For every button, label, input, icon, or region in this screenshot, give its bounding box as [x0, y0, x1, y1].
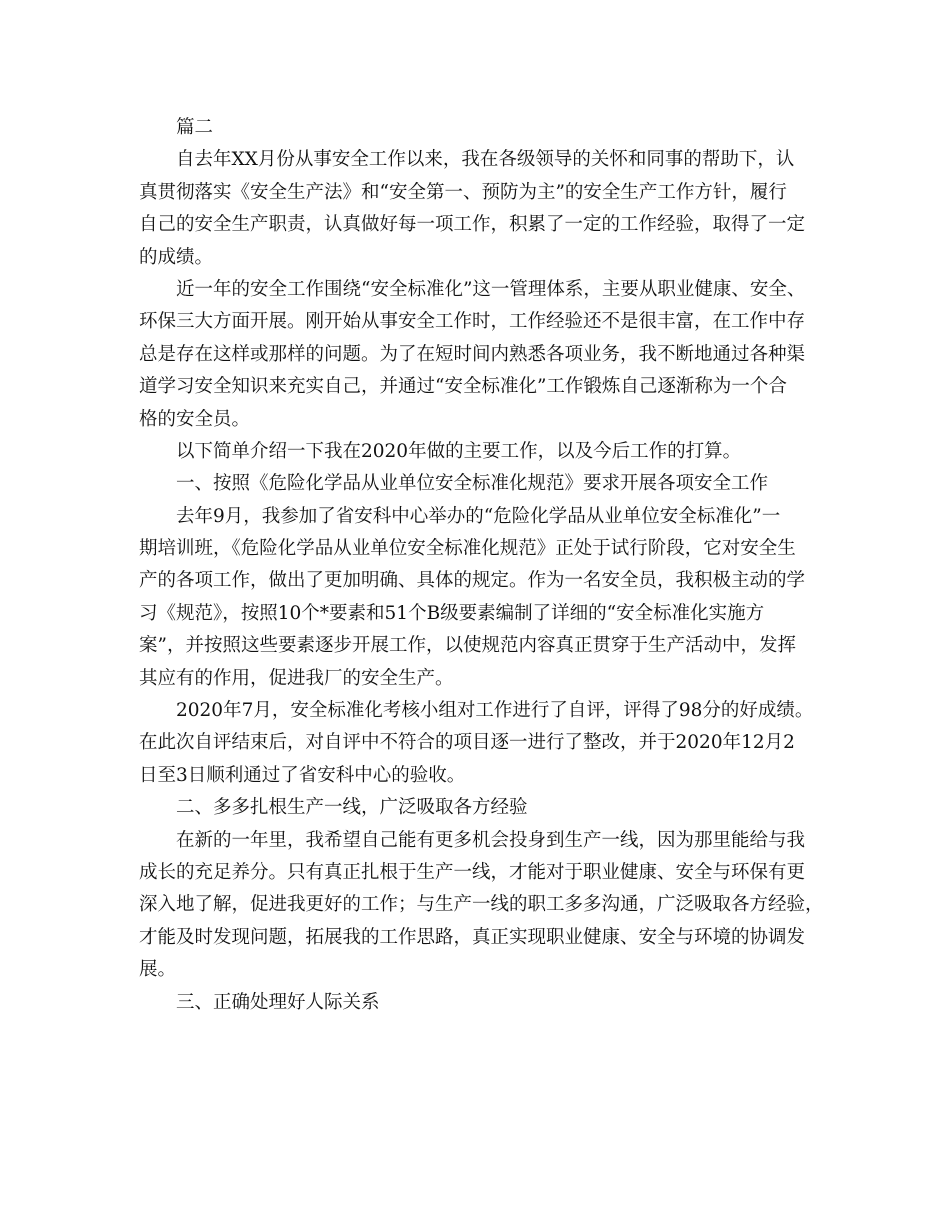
document-body [139, 112, 824, 1019]
section-heading: 一、按照《危险化学品从业单位安全标准化规范》要求开展各项安全工作 [176, 473, 769, 495]
paragraph-line: 真贯彻落实《安全生产法》和“安全第一、预防为主”的安全生产工作方针，履行 [139, 181, 787, 203]
paragraph-line: 自去年XX月份从事安全工作以来，我在各级领导的关怀和同事的帮助下，认 [176, 149, 795, 171]
paragraph-line: 在此次自评结束后，对自评中不符合的项目逐一进行了整改，并于2020年12月2 [139, 732, 795, 754]
paragraph-line: 自己的安全生产职责，认真做好每一项工作，积累了一定的工作经验，取得了一定 [139, 214, 806, 236]
paragraph-line: 环保三大方面开展。刚开始从事安全工作时，工作经验还不是很丰富，在工作中存 [139, 311, 806, 333]
paragraph-line: 去年9月，我参加了省安科中心举办的“危险化学品从业单位安全标准化”一 [176, 505, 781, 527]
paragraph-line: 道学习安全知识来充实自己，并通过“安全标准化”工作锻炼自己逐渐称为一个合 [139, 376, 787, 398]
paragraph-line: 近一年的安全工作围绕“安全标准化”这一管理体系，主要从职业健康、安全、 [176, 278, 806, 300]
paragraph-line: 以下简单介绍一下我在2020年做的主要工作，以及今后工作的打算。 [176, 440, 742, 462]
paragraph-line: 才能及时发现问题，拓展我的工作思路，真正实现职业健康、安全与环境的协调发 [139, 926, 806, 948]
paragraph-line: 产的各项工作，做出了更加明确、具体的规定。作为一名安全员，我积极主动的学 [139, 570, 806, 592]
paragraph-line: 2020年7月，安全标准化考核小组对工作进行了自评，评得了98分的好成绩。 [176, 700, 814, 722]
paragraph-line: 成长的充足养分。只有真正扎根于生产一线，才能对于职业健康、安全与环保有更 [139, 861, 806, 883]
section-heading: 篇二 [176, 117, 214, 138]
paragraph-line: 日至3日顺利通过了省安科中心的验收。 [139, 764, 466, 786]
paragraph-line: 格的安全员。 [139, 408, 251, 430]
paragraph-line: 深入地了解，促进我更好的工作；与生产一线的职工多多沟通，广泛吸取各方经验， [139, 894, 824, 916]
paragraph-line: 案”，并按照这些要素逐步开展工作，以使规范内容真正贯穿于生产活动中，发挥 [139, 635, 796, 657]
section-heading: 二、多多扎根生产一线，广泛吸取各方经验 [176, 797, 528, 819]
paragraph-line: 展。 [139, 959, 177, 981]
paragraph-line: 其应有的作用，促进我厂的安全生产。 [139, 667, 454, 689]
paragraph-line: 总是存在这样或那样的问题。为了在短时间内熟悉各项业务，我不断地通过各种渠 [139, 343, 806, 365]
paragraph-line: 的成绩。 [139, 246, 214, 268]
paragraph-line: 在新的一年里，我希望自己能有更多机会投身到生产一线，因为那里能给与我 [176, 829, 806, 851]
section-heading: 三、正确处理好人际关系 [176, 991, 380, 1013]
paragraph-line: 习《规范》，按照10个*要素和51个B级要素编制了详细的“安全标准化实施方 [139, 602, 765, 624]
paragraph-line: 期培训班，《危险化学品从业单位安全标准化规范》正处于试行阶段，它对安全生 [139, 538, 796, 560]
